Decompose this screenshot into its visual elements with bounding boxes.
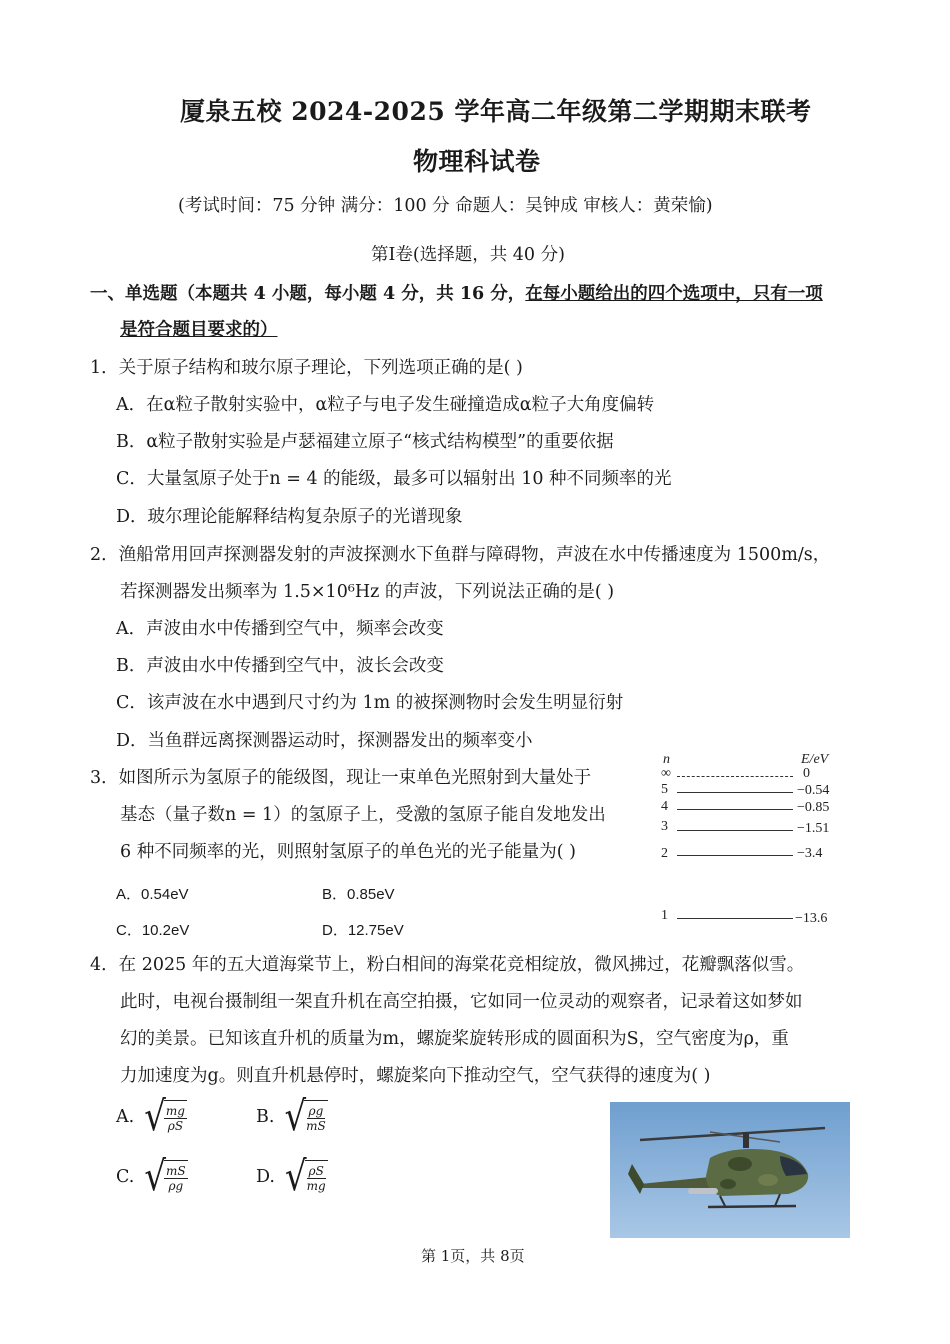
level-line-5 [677,792,793,793]
q4-b-numerator: ρg [308,1104,324,1118]
energy-level-diagram [655,752,855,932]
level-e-1: −13.6 [795,911,828,926]
level-n-5: 5 [661,782,668,797]
level-n-1: 1 [661,908,668,923]
helicopter-image [610,1102,850,1238]
q4-a-numerator: mg [165,1104,185,1118]
exam-title: 厦泉五校 2024-2025 学年高二年级第二学期期末联考 [180,97,812,126]
q4-stem-line3: 幻的美景。已知该直升机的质量为m，螺旋桨旋转形成的圆面积为S，空气密度为ρ，重 [120,1029,789,1049]
level-e-2: −3.4 [797,846,823,861]
q1-option-a: A．在α粒子散射实验中，α粒子与电子发生碰撞造成α粒子大角度偏转 [116,395,655,415]
level-n-2: 2 [661,846,668,861]
helicopter-photo [610,1102,850,1238]
q4-d-numerator: ρS [308,1164,324,1178]
level-e-3: −1.51 [797,821,830,836]
sqrt-expression [284,1153,328,1201]
section-heading-underlined: 在每小题给出的四个选项中，只有一项 [525,284,823,304]
sqrt-expression [144,1153,187,1201]
q2-option-b: B．声波由水中传播到空气中，波长会改变 [116,656,444,676]
q2-stem-line1: 2．渔船常用回声探测器发射的声波探测水下鱼群与障碍物，声波在水中传播速度为 1500m/s， [90,545,831,565]
level-line-3 [677,830,793,831]
q4-a-denominator: ρS [167,1119,184,1133]
part-heading: 第Ⅰ卷(选择题，共 40 分) [371,245,565,265]
q1-option-c: C．大量氢原子处于n = 4 的能级，最多可以辐射出 10 种不同频率的光 [116,469,672,489]
q1-stem: 1．关于原子结构和玻尔原子理论，下列选项正确的是( ) [90,358,523,378]
q4-option-c [116,1153,188,1201]
level-e-5: −0.54 [797,783,830,798]
q3-option-a: A．0.54eV [116,886,189,903]
q4-option-a-label: A. [116,1107,135,1127]
q3-option-b: B．0.85eV [322,886,395,903]
q3-stem-line1: 3．如图所示为氢原子的能级图，现让一束单色光照射到大量处于 [90,768,592,788]
q2-option-d: D．当鱼群远离探测器运动时，探测器发出的频率变小 [116,731,533,751]
q3-stem-line2: 基态（量子数n = 1）的氢原子上，受激的氢原子能自发地发出 [120,805,606,825]
q4-option-d [256,1153,328,1201]
exam-subtitle: 物理科试卷 [413,147,541,176]
level-e-4: −0.85 [797,800,830,815]
q4-option-a [116,1093,187,1141]
q4-b-denominator: mS [306,1119,326,1133]
q4-c-numerator: mS [166,1164,186,1178]
sqrt-expression [284,1093,327,1141]
level-n-3: 3 [661,819,668,834]
level-line-1 [677,918,793,919]
level-n-inf: ∞ [661,766,671,781]
level-e-inf: 0 [803,766,810,781]
q4-option-c-label: C. [116,1167,135,1187]
q4-stem-line2: 此时，电视台摄制组一架直升机在高空拍摄，它如同一位灵动的观察者，记录着这如梦如 [120,992,803,1012]
page-number: 第 1页，共 8页 [421,1247,525,1265]
q1-option-b: B．α粒子散射实验是卢瑟福建立原子“核式结构模型”的重要依据 [116,432,614,452]
exam-info: (考试时间：75 分钟 满分：100 分 命题人：吴钟成 审核人：黄荣愉) [178,196,713,216]
sqrt-symbol: √ [144,1093,166,1141]
q2-option-a: A．声波由水中传播到空气中，频率会改变 [116,619,444,639]
q3-option-d: D．12.75eV [322,922,404,939]
q4-option-d-label: D. [256,1167,275,1187]
level-line-2 [677,855,793,856]
q2-option-c: C．该声波在水中遇到尺寸约为 1m 的被探测物时会发生明显衍射 [116,693,624,713]
section-heading [90,280,823,305]
q4-stem-line1: 4．在 2025 年的五大道海棠节上，粉白相间的海棠花竞相绽放，微风拂过，花瓣飘落似雪。 [90,955,805,975]
diagram-n-header: n [663,752,670,767]
q4-option-b [256,1093,328,1141]
q3-option-c: C．10.2eV [116,922,190,939]
q4-c-denominator: ρg [168,1179,184,1193]
section-heading-lead: 一、单选题（本题共 4 小题，每小题 4 分，共 16 分， [90,284,526,304]
sqrt-symbol: √ [284,1093,307,1141]
q3-stem-line3: 6 种不同频率的光，则照射氢原子的单色光的光子能量为( ) [120,842,576,862]
level-line-4 [677,809,793,810]
q4-d-denominator: mg [306,1179,326,1193]
q1-option-d: D．玻尔理论能解释结构复杂原子的光谱现象 [116,507,463,527]
level-line-inf [677,776,793,777]
sqrt-expression [144,1093,187,1141]
sqrt-symbol: √ [144,1153,167,1201]
level-n-4: 4 [661,799,668,814]
diagram-e-header-text: E/eV [801,752,829,767]
q4-stem-line4: 力加速度为g。则直升机悬停时，螺旋桨向下推动空气，空气获得的速度为( ) [120,1066,711,1086]
section-heading-line2: 是符合题目要求的） [120,320,278,340]
q2-stem-line2: 若探测器发出频率为 1.5×10⁶Hz 的声波，下列说法正确的是( ) [120,582,615,602]
sqrt-symbol: √ [284,1153,307,1201]
q4-option-b-label: B. [256,1107,275,1127]
